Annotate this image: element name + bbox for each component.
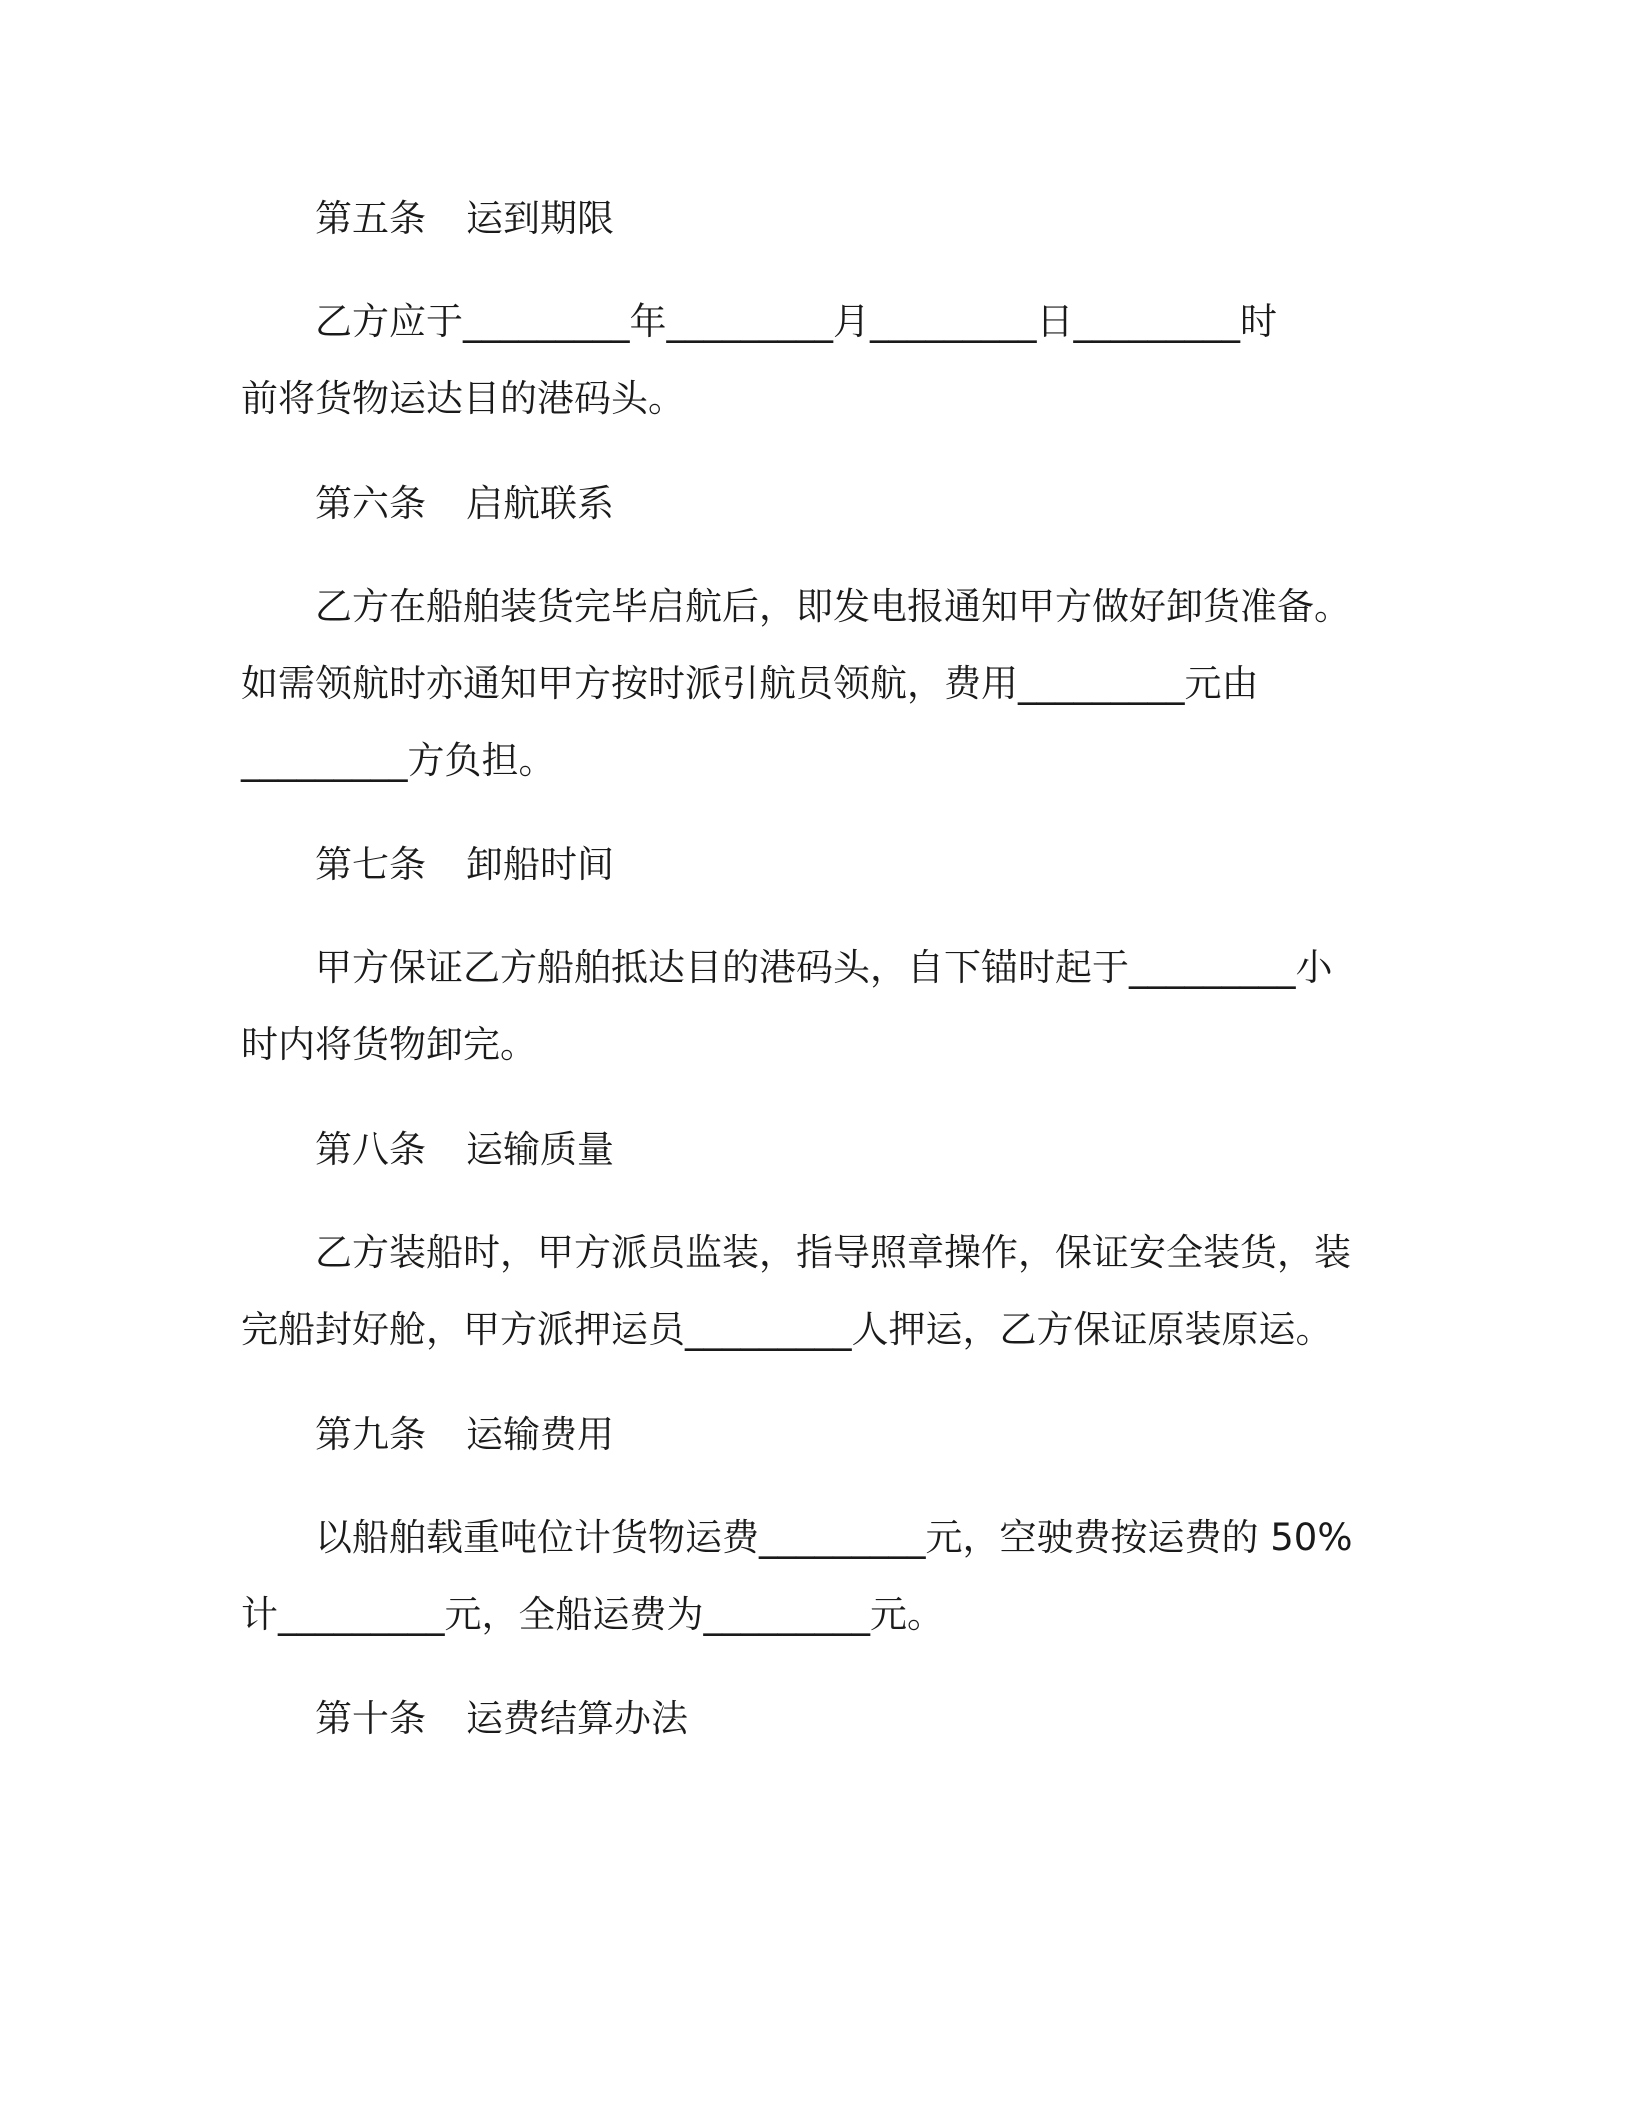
article-title: 运输费用 <box>466 1413 614 1456</box>
paragraph-line: 如需领航时亦通知甲方按时派引航员领航，费用_________元由 <box>241 662 1259 705</box>
paragraph-line: 乙方装船时，甲方派员监装，指导照章操作，保证安全装货，装 <box>315 1231 1351 1274</box>
paragraph-line: 计_________元，全船运费为_________元。 <box>241 1593 944 1636</box>
article-heading <box>315 482 614 525</box>
paragraph-line: 前将货物运达目的港码头。 <box>241 377 685 420</box>
paragraph-line: 甲方保证乙方船舶抵达目的港码头，自下锚时起于_________小 <box>315 946 1333 989</box>
article-heading <box>315 843 614 886</box>
paragraph-line: 时内将货物卸完。 <box>241 1023 537 1066</box>
paragraph-line: 完船封好舱，甲方派押运员_________人押运，乙方保证原装原运。 <box>241 1308 1333 1351</box>
paragraph-line: 乙方应于_________年_________月_________日_________时 <box>315 300 1277 343</box>
article-title: 运费结算办法 <box>466 1697 688 1740</box>
paragraph-line: 以船舶载重吨位计货物运费_________元，空驶费按运费的 50% <box>315 1516 1353 1559</box>
article-number: 第五条 <box>315 197 426 240</box>
article-heading <box>315 197 614 240</box>
article-number: 第九条 <box>315 1413 426 1456</box>
article-number: 第六条 <box>315 482 426 525</box>
article-title: 运输质量 <box>466 1128 614 1171</box>
article-title: 卸船时间 <box>466 843 614 886</box>
article-number: 第七条 <box>315 843 426 886</box>
article-title: 启航联系 <box>466 482 614 525</box>
article-heading <box>315 1697 688 1740</box>
article-heading <box>315 1413 614 1456</box>
article-title: 运到期限 <box>466 197 614 240</box>
article-number: 第八条 <box>315 1128 426 1171</box>
paragraph-line: _________方负担。 <box>241 739 556 782</box>
paragraph-line: 乙方在船舶装货完毕启航后，即发电报通知甲方做好卸货准备。 <box>315 585 1351 628</box>
article-heading <box>315 1128 614 1171</box>
article-number: 第十条 <box>315 1697 426 1740</box>
